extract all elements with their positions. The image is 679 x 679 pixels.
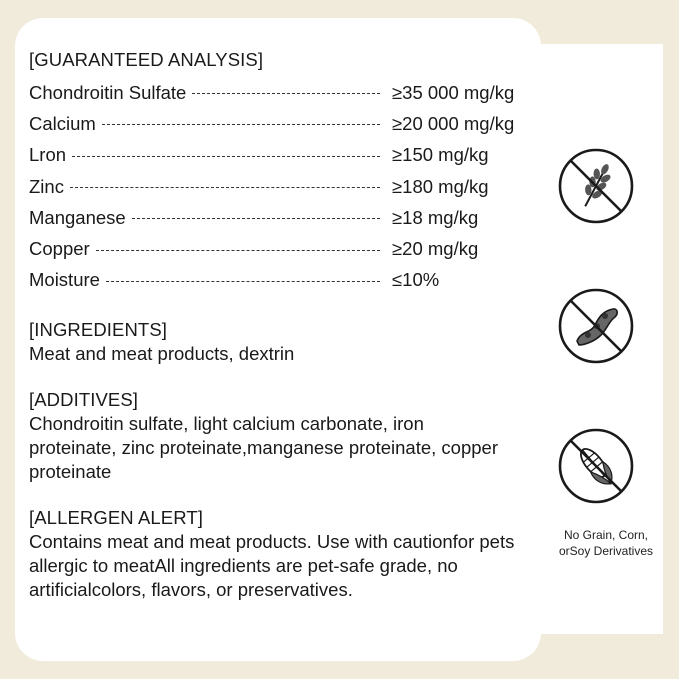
dotted-leader: [102, 124, 380, 125]
dotted-leader: [70, 187, 380, 188]
additives-heading: [ADDITIVES]: [29, 389, 139, 411]
analysis-row: [29, 265, 525, 296]
analysis-value: ≥180 mg/kg: [392, 175, 489, 197]
analysis-row: [29, 77, 525, 108]
analysis-name: Chondroitin Sulfate: [29, 81, 187, 103]
ingredients-heading: [INGREDIENTS]: [29, 319, 168, 341]
analysis-name: Moisture: [29, 269, 100, 291]
ingredients-section: [29, 318, 525, 366]
dotted-leader: [106, 281, 380, 282]
allergen-heading: [ALLERGEN ALERT]: [29, 507, 203, 529]
analysis-row: [29, 140, 525, 171]
analysis-value: ≥35 000 mg/kg: [392, 81, 515, 103]
analysis-name: Lron: [29, 144, 67, 166]
analysis-value: ≥18 mg/kg: [392, 206, 479, 228]
guaranteed-analysis-section: [29, 48, 525, 296]
allergen-section: [29, 506, 525, 602]
analysis-row: [29, 202, 525, 233]
analysis-table: [29, 77, 525, 296]
analysis-name: Copper: [29, 238, 90, 260]
ingredients-text: Meat and meat products, dextrin: [29, 343, 295, 365]
badges-caption: [536, 527, 676, 559]
dotted-leader: [72, 156, 380, 157]
no-corn-icon: [557, 427, 635, 505]
info-card: [15, 18, 541, 661]
dotted-leader: [192, 93, 380, 94]
analysis-name: Manganese: [29, 206, 126, 228]
analysis-value: ≥20 000 mg/kg: [392, 112, 515, 134]
caption-line: orSoy Derivatives: [558, 544, 654, 558]
analysis-value: ≥20 mg/kg: [392, 238, 479, 260]
dotted-leader: [96, 250, 380, 251]
allergen-text: Contains meat and meat products. Use with cautionfor pets allergic to meatAll ingredients are pet-safe grade, no artificialcolors, flavors, or preservatives.: [29, 531, 515, 601]
analysis-row: [29, 233, 525, 264]
analysis-value: ≥150 mg/kg: [392, 144, 489, 166]
no-soy-icon: [557, 287, 635, 365]
analysis-row: [29, 171, 525, 202]
no-grain-icon: [557, 147, 635, 225]
analysis-name: Calcium: [29, 112, 96, 134]
analysis-value: ≤10%: [392, 269, 440, 291]
dotted-leader: [132, 218, 380, 219]
additives-text: Chondroitin sulfate, light calcium carbonate, iron proteinate, zinc proteinate,manganese proteinate, copper proteinate: [29, 413, 498, 483]
analysis-heading: [GUARANTEED ANALYSIS]: [29, 49, 264, 70]
additives-section: [29, 388, 525, 484]
analysis-row: [29, 108, 525, 139]
caption-line: No Grain, Corn,: [563, 528, 649, 542]
analysis-name: Zinc: [29, 175, 64, 197]
